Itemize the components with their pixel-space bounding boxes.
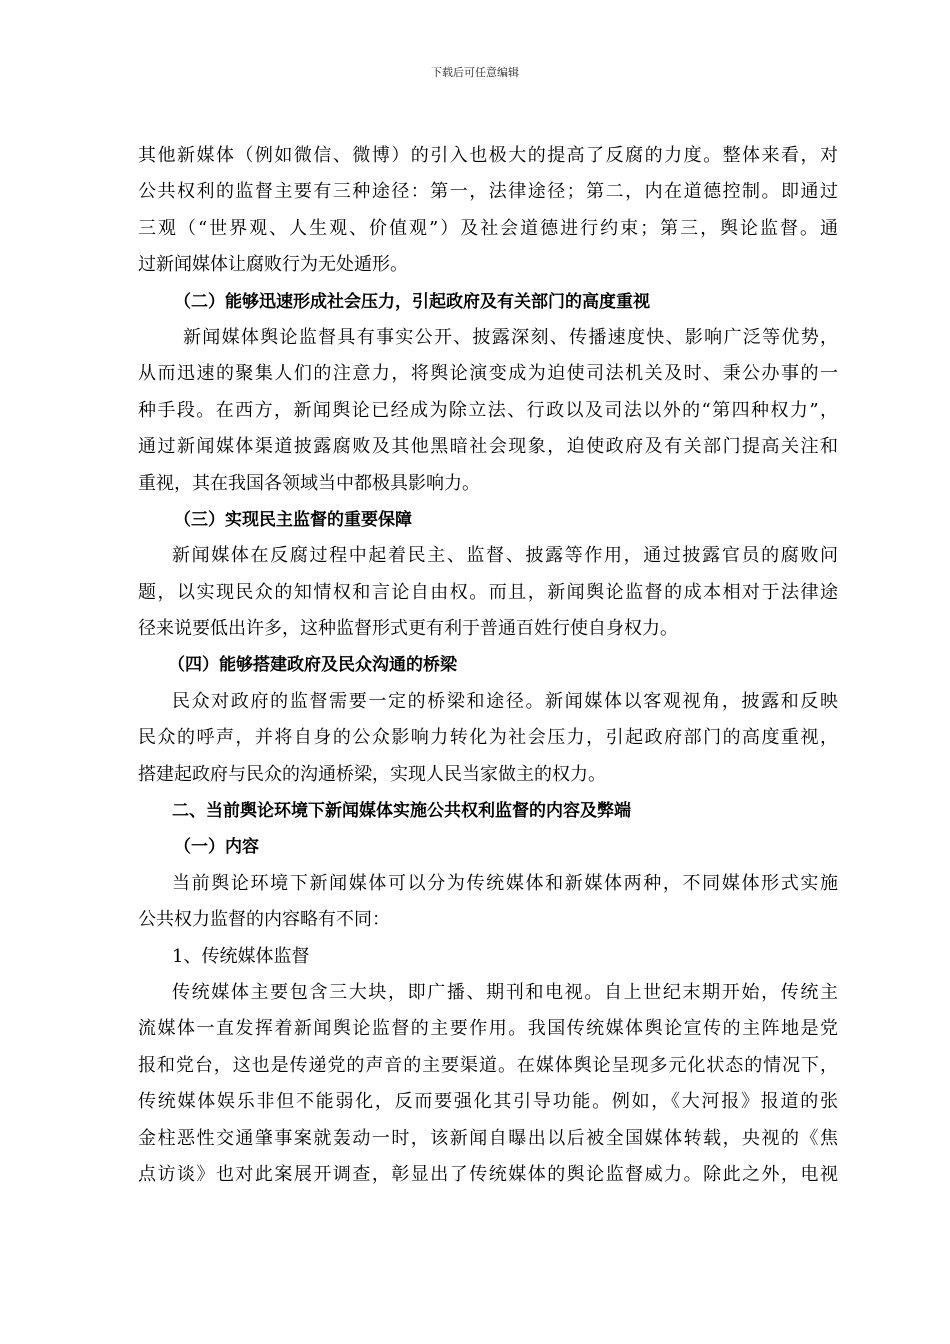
section-heading: （二）能够迅速形成社会压力，引起政府及有关部门的高度重视 (174, 291, 650, 312)
text-line: 当前舆论环境下新闻媒体可以分为传统媒体和新媒体两种，不同媒体形式实施 (172, 872, 838, 894)
text-line: 公共权力监督的内容略有不同： (138, 909, 390, 931)
text-line: 公共权利的监督主要有三种途径：第一，法律途径；第二，内在道德控制。即通过 (138, 181, 838, 203)
text-line: 流媒体一直发挥着新闻舆论监督的主要作用。我国传统媒体舆论宣传的主阵地是党 (138, 1018, 838, 1040)
text-line: 新闻媒体舆论监督具有事实公开、披露深刻、传播速度快、影响广泛等优势， (183, 326, 838, 348)
text-line: 传统媒体娱乐非但不能弱化，反而要强化其引导功能。例如，《大河报》报道的张 (138, 1091, 838, 1113)
text-line: 传统媒体主要包含三大块，即广播、期刊和电视。自上世纪末期开始，传统主 (172, 981, 838, 1003)
text-line: 重视，其在我国各领域当中都极具影响力。 (138, 472, 480, 494)
document-body (138, 138, 838, 1193)
text-line: 种手段。在西方，新闻舆论已经成为除立法、行政以及司法以外的“第四种权力”， (138, 399, 838, 421)
section-heading: （一）内容 (174, 837, 259, 858)
subsection-heading: 1、传统媒体监督 (172, 945, 310, 967)
section-heading: （四）能够搭建政府及民众沟通的桥梁 (168, 655, 457, 676)
text-line: 新闻媒体在反腐过程中起着民主、监督、披露等作用，通过披露官员的腐败问 (172, 545, 838, 567)
text-line: 从而迅速的聚集人们的注意力，将舆论演变成为迫使司法机关及时、秉公办事的一 (138, 363, 838, 385)
text-line: 通过新闻媒体渠道披露腐败及其他黑暗社会现象，迫使政府及有关部门提高关注和 (138, 436, 838, 458)
page-header: 下载后可任意编辑 (431, 66, 519, 79)
text-line: 金柱恶性交通肇事案就轰动一时，该新闻自曝出以后被全国媒体转载，央视的《焦 (138, 1127, 838, 1149)
text-line: 民众的呼声，并将自身的公众影响力转化为社会压力，引起政府部门的高度重视， (138, 727, 838, 749)
text-line: 过新闻媒体让腐败行为无处遁形。 (138, 254, 408, 276)
text-line: 报和党台，这也是传递党的声音的主要渠道。在媒体舆论呈现多元化状态的情况下， (138, 1054, 838, 1076)
section-heading: （三）实现民主监督的重要保障 (174, 509, 412, 530)
text-line: 径来说要低出许多，这种监督形式更有利于普通百姓行使自身权力。 (138, 618, 678, 640)
text-line: 其他新媒体（例如微信、微博）的引入也极大的提高了反腐的力度。整体来看，对 (138, 145, 838, 166)
text-line: 三观（“世界观、人生观、价值观”）及社会道德进行约束；第三，舆论监督。通 (138, 217, 838, 239)
text-line: 点访谈》也对此案展开调查，彰显出了传统媒体的舆论监督威力。除此之外，电视 (138, 1163, 838, 1185)
chapter-heading: 二、当前舆论环境下新闻媒体实施公共权利监督的内容及弊端 (172, 801, 631, 822)
text-line: 搭建起政府与民众的沟通桥梁，实现人民当家做主的权力。 (138, 763, 606, 785)
text-line: 民众对政府的监督需要一定的桥梁和途径。新闻媒体以客观视角，披露和反映 (172, 690, 838, 712)
text-line: 题，以实现民众的知情权和言论自由权。而且，新闻舆论监督的成本相对于法律途 (138, 581, 838, 603)
